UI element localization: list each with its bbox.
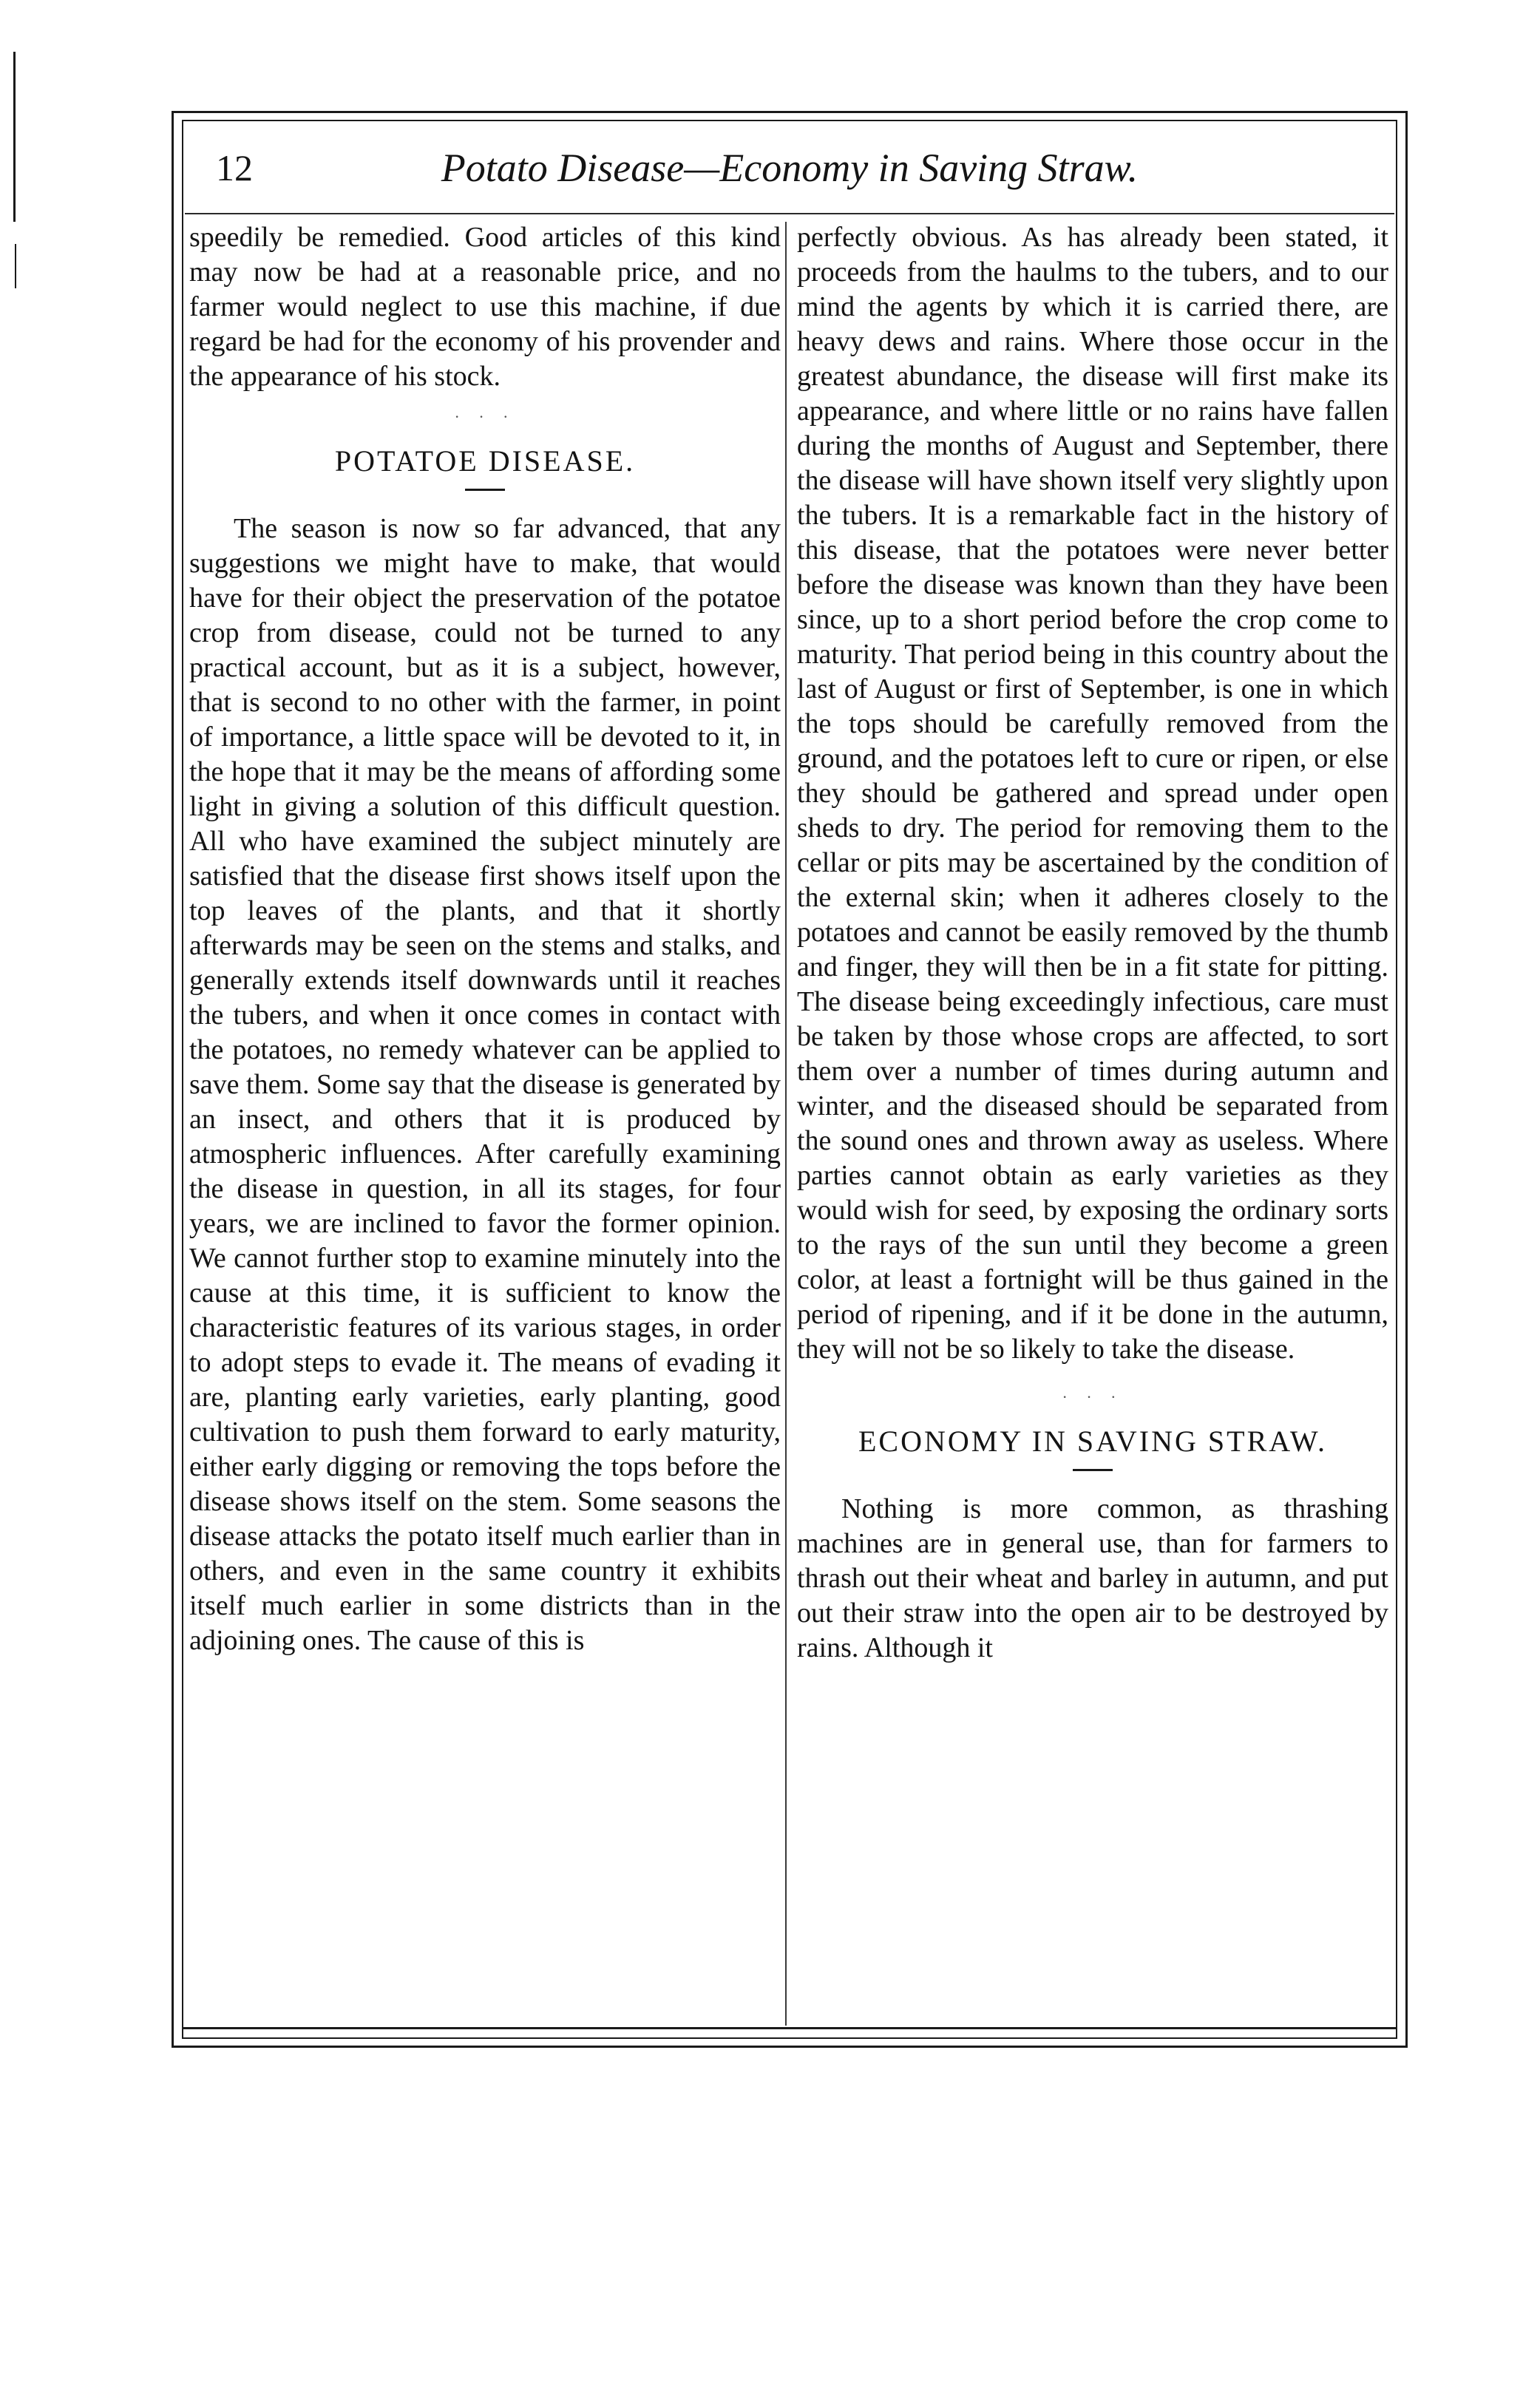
paragraph-intro: speedily be remedied. Good articles of this kind may now be had at a reasonable price, and no farmer would neglect to use this machine, if due regard be had for the economy of his provender and the appearance of his stock. [189,222,781,392]
page-number: 12 [216,147,253,189]
heading-rule-2 [1073,1469,1113,1471]
bottom-rule [182,2027,1397,2029]
running-title: Potato Disease—Economy in Saving Straw. [441,146,1139,190]
heading-rule [465,489,505,491]
section-ornament-2: · · · [1062,1388,1124,1406]
page-header [185,124,1394,211]
paragraph-continued: perfectly obvious. As has already been stated, it proceeds from the haulms to the tubers, and to our mind the agents by which it is carried there, are heavy dews and rains. Where those occur in the greatest abundance, the disease will first make its appearance, and where little or no rains have fallen during the months of August and September, there the disease will have shown itself very slightly upon the tubers. It is a remarkable fact in the history of this disease, that the potatoes were never better before the disease was known than they have been since, up to a short period before the crop come to maturity. That period being in this country about the last of August or first of September, is one in which the tops should be carefully removed from the ground, and the potatoes left to cure or ripen, or else they should be gathered and spread under open sheds to dry. The period for removing them to the cellar or pits may be ascertained by the condition of the external skin; when it adheres closely to the potatoes and cannot be easily removed by the thumb and finger, they will then be in a fit state for pitting. The disease being exceedingly infectious, care must be taken by those whose crops are affected, to sort them over a number of times during autumn and winter, and the diseased should be separated from the sound ones and thrown away as useless. Where parties cannot obtain as early varieties as they would wish for seed, by exposing the ordinary sorts to the rays of the sun until they become a green color, at least a fortnight will be thus gained in the period of ripening, and if it be done in the autumn, they will not be so likely to take the disease. [797,222,1388,1365]
section-heading-potatoe-disease: POTATOE DISEASE. [334,444,636,478]
left-column [189,220,781,1658]
header-rule [185,213,1394,214]
section-heading-economy-straw: ECONOMY IN SAVING STRAW. [858,1425,1328,1458]
paragraph-economy-straw: Nothing is more common, as thrashing machines are in general use, than for farmers to thrash out their wheat and barley in autumn, and put out their straw into the open air to be destroyed by rains. Although it [797,1493,1388,1663]
paragraph-potatoe-disease: The season is now so far advanced, that any suggestions we might have to make, that would have for their object the preservation of the potatoe crop from disease, could not be turned to any practical account, but as it is a subject, however, that is second to no other with the farmer, in point of importance, a little space will be devoted to it, in the hope that it may be the means of affording some light in giving a solution of this difficult question. All who have examined the subject minutely are satisfied that the disease first shows itself upon the top leaves of the plants, and that it shortly afterwards may be seen on the stems and stalks, and generally extends itself downwards until it reaches the tubers, and when it once comes in contact with the potatoes, no remedy whatever can be applied to save them. Some say that the disease is generated by an insect, and others that it is produced by atmospheric influences. After carefully examining the disease in question, in all its stages, for four years, we are inclined to favor the former opinion. We cannot further stop to examine minutely into the cause at this time, it is sufficient to know the characteristic features of its various stages, in order to adopt steps to evade it. The means of evading it are, planting early varieties, early planting, good cultivation to push them forward to early maturity, either early digging or removing the tops before the disease shows itself on the stem. Some seasons the disease attacks the potato itself much earlier than in others, and even in the same country it exhibits itself much earlier in some districts than in the adjoining ones. The cause of this is [189,513,781,1656]
margin-mark-1 [13,52,16,222]
right-column [797,220,1388,1666]
section-ornament: · · · [454,407,516,426]
column-divider [785,222,787,2026]
margin-mark-2 [15,244,16,288]
